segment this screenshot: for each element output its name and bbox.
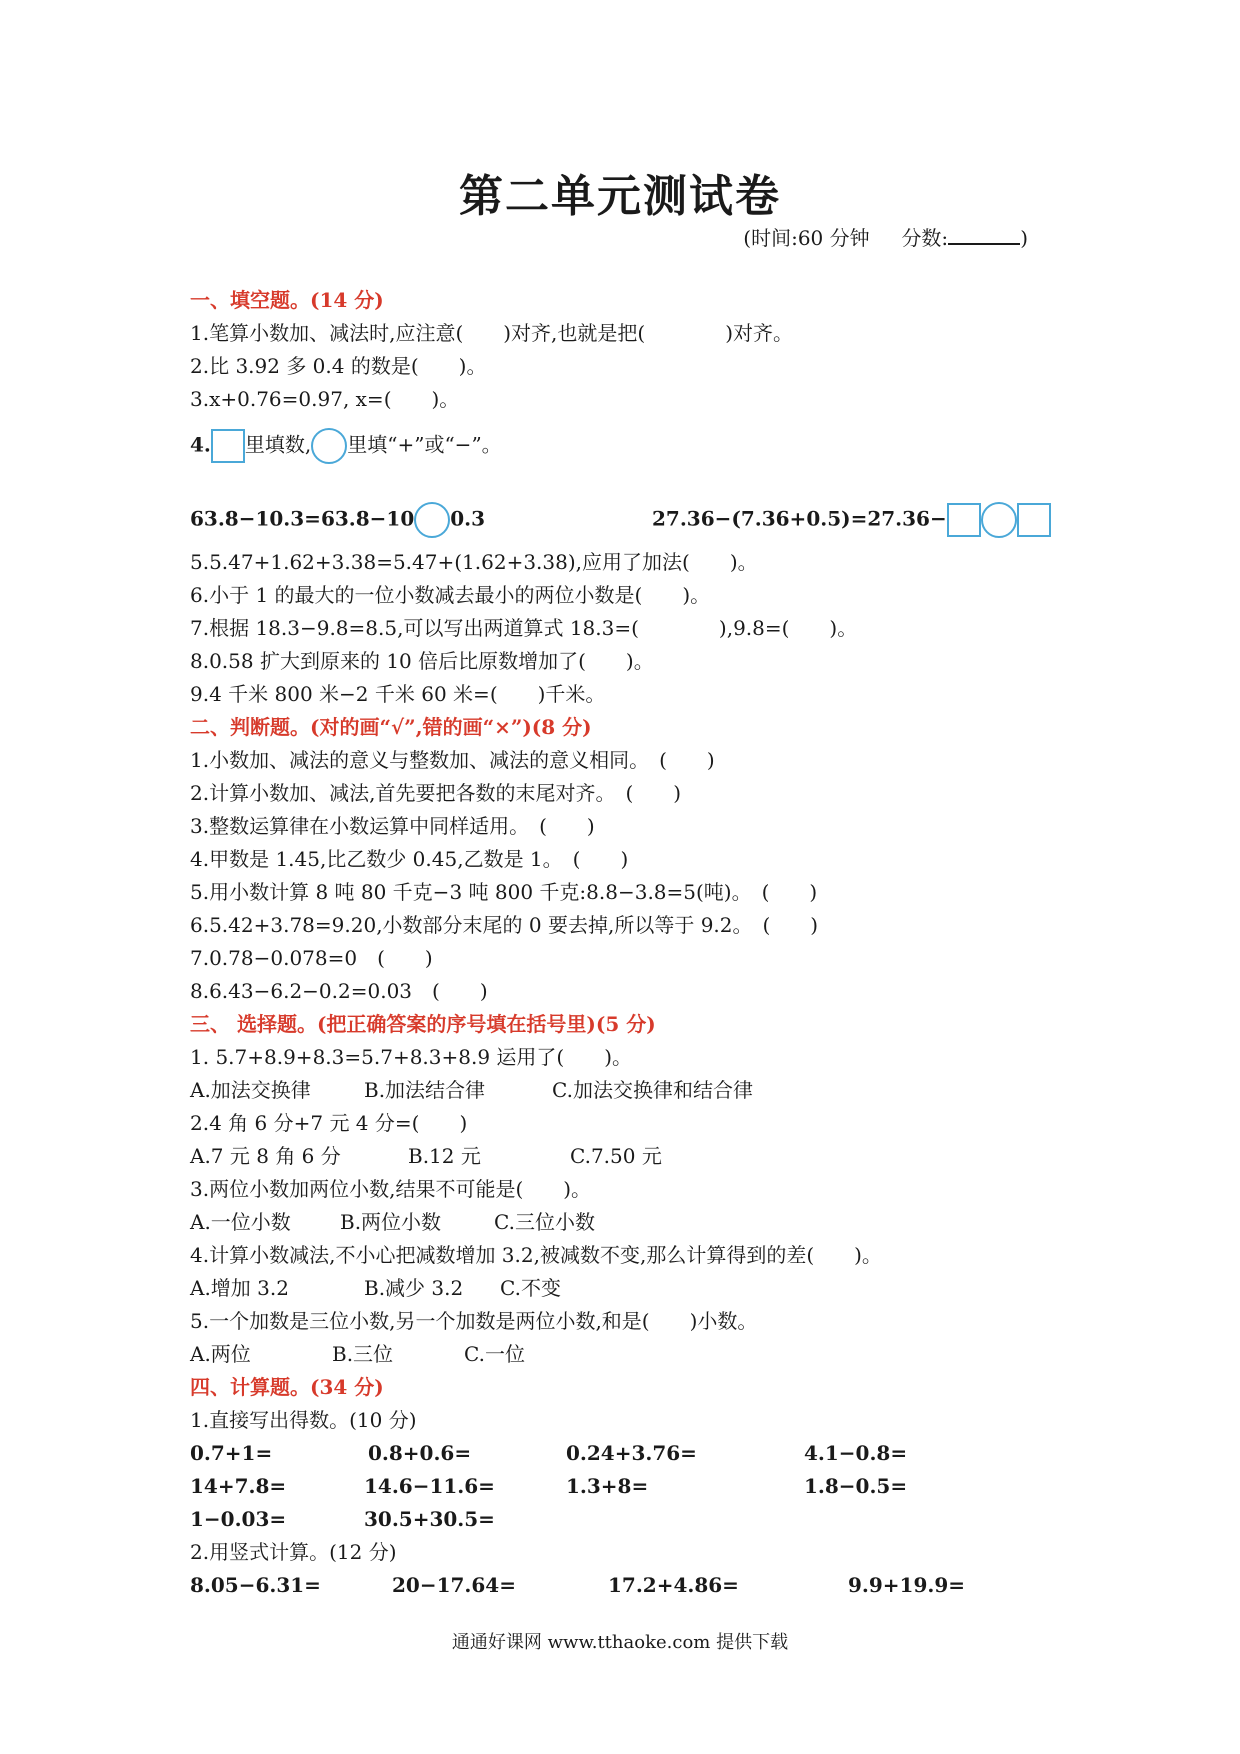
meta-close: ) (1020, 226, 1028, 250)
section-calc-heading: 四、计算题。(34 分) (190, 1375, 384, 1399)
calc-item: 0.7+1= (190, 1441, 273, 1465)
fill-q4-text-a: 里填数, (244, 432, 312, 457)
judge-item: 1.小数加、减法的意义与整数加、减法的意义相同。 ( ) (190, 748, 715, 772)
fill-q2: 2.比 3.92 多 0.4 的数是( )。 (190, 354, 487, 378)
choice-q3: 3.两位小数加两位小数,结果不可能是( )。 (190, 1177, 592, 1201)
choice-q3-opt-b: B.两位小数 (340, 1210, 442, 1234)
fill-q4-text-b: 里填“+”或“−”。 (347, 432, 502, 457)
square-blank-icon (211, 429, 245, 463)
calc-sub1: 1.直接写出得数。(10 分) (190, 1408, 417, 1432)
fill-q7: 7.根据 18.3−9.8=8.5,可以写出两道算式 18.3=( ),9.8=( )。 (190, 616, 858, 640)
fill-q4-number: 4. (190, 432, 211, 457)
choice-q2-opt-a: A.7 元 8 角 6 分 (190, 1144, 341, 1168)
fill-q4 (190, 428, 502, 464)
page-title: 第二单元测试卷 (459, 171, 781, 222)
choice-q5-opt-a: A.两位 (190, 1342, 251, 1366)
judge-item: 2.计算小数加、减法,首先要把各数的末尾对齐。 ( ) (190, 781, 682, 805)
square-blank-icon (1017, 503, 1051, 537)
fill-q9: 9.4 千米 800 米−2 千米 60 米=( )千米。 (190, 682, 606, 706)
calc-item: 9.9+19.9= (848, 1573, 966, 1597)
eq2-left: 27.36−(7.36+0.5)=27.36− (652, 506, 947, 531)
calc-item: 4.1−0.8= (804, 1441, 908, 1465)
score-blank (948, 225, 1020, 245)
judge-item: 5.用小数计算 8 吨 80 千克−3 吨 800 千克:8.8−3.8=5(吨)。 ( ) (190, 880, 818, 904)
judge-item: 8.6.43−6.2−0.2=0.03 ( ) (190, 979, 488, 1003)
circle-blank-icon (981, 502, 1017, 538)
fill-q4-eq1 (190, 502, 485, 538)
calc-item: 17.2+4.86= (608, 1573, 739, 1597)
judge-item: 7.0.78−0.078=0 ( ) (190, 946, 433, 970)
time-score-line (743, 222, 1028, 251)
choice-q4-opt-c: C.不变 (500, 1276, 561, 1300)
fill-q3: 3.x+0.76=0.97, x=( )。 (190, 387, 460, 411)
judge-item: 6.5.42+3.78=9.20,小数部分末尾的 0 要去掉,所以等于 9.2。 ( ) (190, 913, 819, 937)
calc-item: 0.8+0.6= (368, 1441, 472, 1465)
eq1-right: 0.3 (450, 506, 486, 531)
section-choice-heading: 三、 选择题。(把正确答案的序号填在括号里)(5 分) (190, 1012, 656, 1036)
calc-item: 1−0.03= (190, 1507, 287, 1531)
fill-q8: 8.0.58 扩大到原来的 10 倍后比原数增加了( )。 (190, 649, 654, 673)
calc-item: 14+7.8= (190, 1474, 287, 1498)
circle-blank-icon (414, 502, 450, 538)
calc-item: 14.6−11.6= (364, 1474, 495, 1498)
choice-q1: 1. 5.7+8.9+8.3=5.7+8.3+8.9 运用了( )。 (190, 1045, 633, 1069)
calc-item: 8.05−6.31= (190, 1573, 321, 1597)
square-blank-icon (947, 503, 981, 537)
choice-q4-opt-a: A.增加 3.2 (190, 1276, 289, 1300)
choice-q5-opt-c: C.一位 (464, 1342, 525, 1366)
fill-q5: 5.5.47+1.62+3.38=5.47+(1.62+3.38),应用了加法( )。 (190, 550, 758, 574)
choice-q2-opt-b: B.12 元 (408, 1144, 481, 1168)
fill-q6: 6.小于 1 的最大的一位小数减去最小的两位小数是( )。 (190, 583, 711, 607)
choice-q4-opt-b: B.减少 3.2 (364, 1276, 464, 1300)
score-label: 分数: (901, 226, 949, 250)
calc-item: 1.8−0.5= (804, 1474, 908, 1498)
judge-item: 4.甲数是 1.45,比乙数少 0.45,乙数是 1。 ( ) (190, 847, 629, 871)
eq1-left: 63.8−10.3=63.8−10 (190, 506, 415, 531)
choice-q4: 4.计算小数减法,不小心把减数增加 3.2,被减数不变,那么计算得到的差( )。 (190, 1243, 882, 1267)
choice-q2: 2.4 角 6 分+7 元 4 分=( ) (190, 1111, 468, 1135)
fill-q4-eq2 (652, 502, 1051, 538)
calc-item: 20−17.64= (392, 1573, 516, 1597)
calc-item: 30.5+30.5= (364, 1507, 495, 1531)
choice-q1-opt-b: B.加法结合律 (364, 1078, 486, 1102)
section-judge-heading: 二、判断题。(对的画“√”,错的画“×”)(8 分) (190, 715, 592, 739)
judge-item: 3.整数运算律在小数运算中同样适用。 ( ) (190, 814, 595, 838)
fill-q1: 1.笔算小数加、减法时,应注意( )对齐,也就是把( )对齐。 (190, 321, 794, 345)
choice-q2-opt-c: C.7.50 元 (570, 1144, 662, 1168)
footer-source: 通通好课网 www.tthaoke.com 提供下载 (451, 1632, 789, 1653)
choice-q5-opt-b: B.三位 (332, 1342, 394, 1366)
calc-item: 0.24+3.76= (566, 1441, 697, 1465)
calc-item: 1.3+8= (566, 1474, 649, 1498)
time-label: (时间:60 分钟 (743, 226, 870, 250)
section-fill-blank-heading: 一、填空题。(14 分) (190, 288, 384, 312)
choice-q1-opt-c: C.加法交换律和结合律 (552, 1078, 753, 1102)
calc-sub2: 2.用竖式计算。(12 分) (190, 1540, 397, 1564)
choice-q1-opt-a: A.加法交换律 (190, 1078, 311, 1102)
circle-blank-icon (311, 428, 347, 464)
choice-q3-opt-a: A.一位小数 (190, 1210, 291, 1234)
choice-q5: 5.一个加数是三位小数,另一个加数是两位小数,和是( )小数。 (190, 1309, 758, 1333)
choice-q3-opt-c: C.三位小数 (494, 1210, 595, 1234)
